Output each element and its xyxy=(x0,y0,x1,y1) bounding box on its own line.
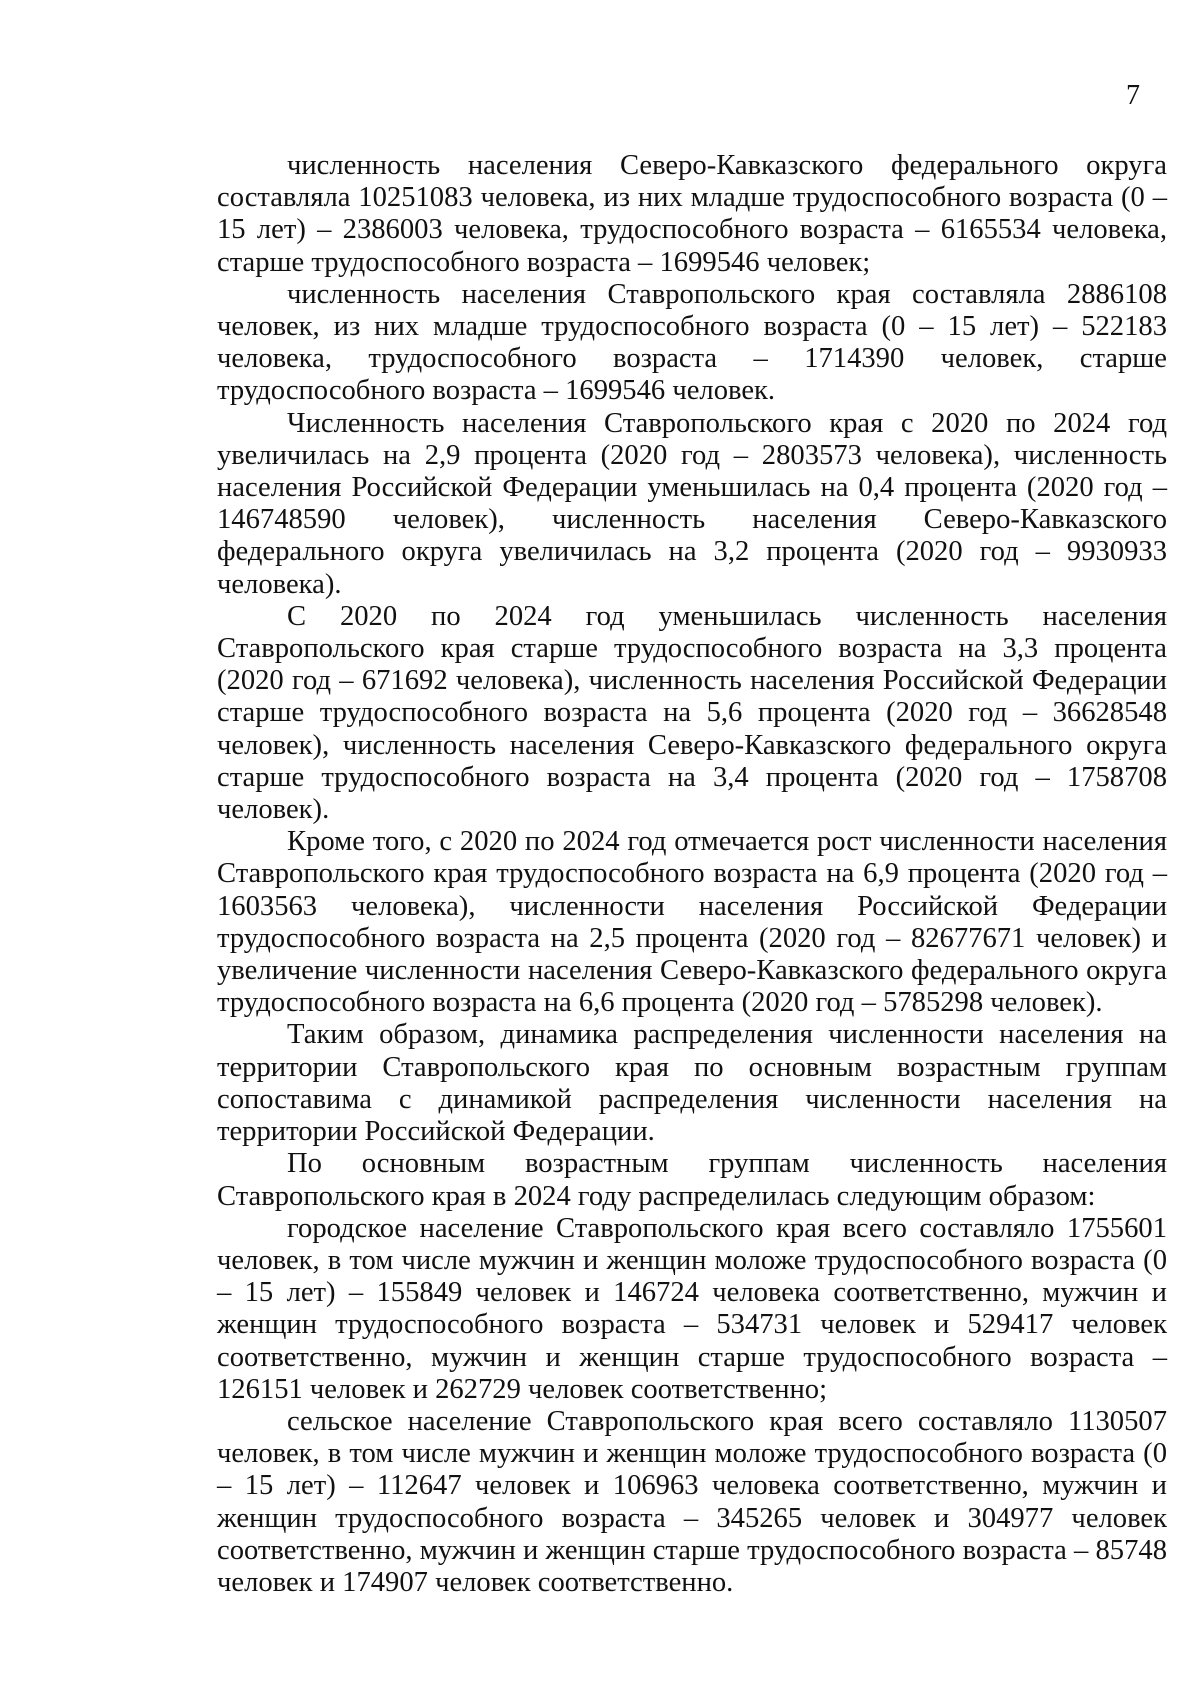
paragraph-working-age-growth: Кроме того, с 2020 по 2024 год отмечается рост численности населения Ставропольского края трудоспособного возраста на 6,9 процента (2020 год – 1603563 человека), численности населения Российской Федерации трудоспособного возраста на 2,5 процента (2020 год – 82677671 человек) и увеличение численности населения Северо-Кавказского федерального округа трудоспособного возраста на 6,6 процента (2020 год – 5785298 человек). xyxy=(217,826,1167,1019)
paragraph-age-groups-intro: По основным возрастным группам численность населения Ставропольского края в 2024 году распределилась следующим образом: xyxy=(217,1148,1167,1212)
paragraph-skfo-population: численность населения Северо-Кавказского федерального округа составляла 10251083 человека, из них младше трудоспособного возраста (0 – 15 лет) – 2386003 человека, трудоспособного возраста – 6165534 человека, старше трудоспособного возраста – 1699546 человек; xyxy=(217,150,1167,278)
paragraph-stavropol-population: численность населения Ставропольского края составляла 2886108 человек, из них младше трудоспособного возраста (0 – 15 лет) – 522183 человека, трудоспособного возраста – 1714390 человек, старше трудоспособного возраста – 1699546 человек. xyxy=(217,278,1167,407)
paragraph-rural-population: сельское население Ставропольского края всего составляло 1130507 человек, в том числе мужчин и женщин моложе трудоспособного возраста (0 – 15 лет) – 112647 человек и 106963 человека соответственно, мужчин и женщин трудоспособного возраста – 345265 человек и 304977 человек соответственно, мужчин и женщин старше трудоспособного возраста – 85748 человек и 174907 человек соответственно. xyxy=(217,1405,1167,1598)
page-number: 7 xyxy=(1126,80,1140,111)
paragraph-older-age-decline: С 2020 по 2024 год уменьшилась численность населения Ставропольского края старше трудоспособного возраста на 3,3 процента (2020 год – 671692 человека), численность населения Российской Федерации старше трудоспособного возраста на 5,6 процента (2020 год – 36628548 человек), численность населения Северо-Кавказского федерального округа старше трудоспособного возраста на 3,4 процента (2020 год – 1758708 человек). xyxy=(217,600,1167,826)
paragraph-population-growth: Численность населения Ставропольского края с 2020 по 2024 год увеличилась на 2,9 процента (2020 год – 2803573 человека), численность населения Российской Федерации уменьшилась на 0,4 процента (2020 год – 146748590 человек), численность населения Северо-Кавказского федерального округа увеличилась на 3,2 процента (2020 год – 9930933 человека). xyxy=(217,407,1167,600)
document-body xyxy=(217,150,1167,1599)
paragraph-dynamics-conclusion: Таким образом, динамика распределения численности населения на территории Ставропольского края по основным возрастным группам сопоставима с динамикой распределения численности населения на территории Российской Федерации. xyxy=(217,1019,1167,1148)
paragraph-urban-population: городское население Ставропольского края всего составляло 1755601 человек, в том числе мужчин и женщин моложе трудоспособного возраста (0 – 15 лет) – 155849 человек и 146724 человека соответственно, мужчин и женщин трудоспособного возраста – 534731 человек и 529417 человек соответственно, мужчин и женщин старше трудоспособного возраста – 126151 человек и 262729 человек соответственно; xyxy=(217,1212,1167,1405)
